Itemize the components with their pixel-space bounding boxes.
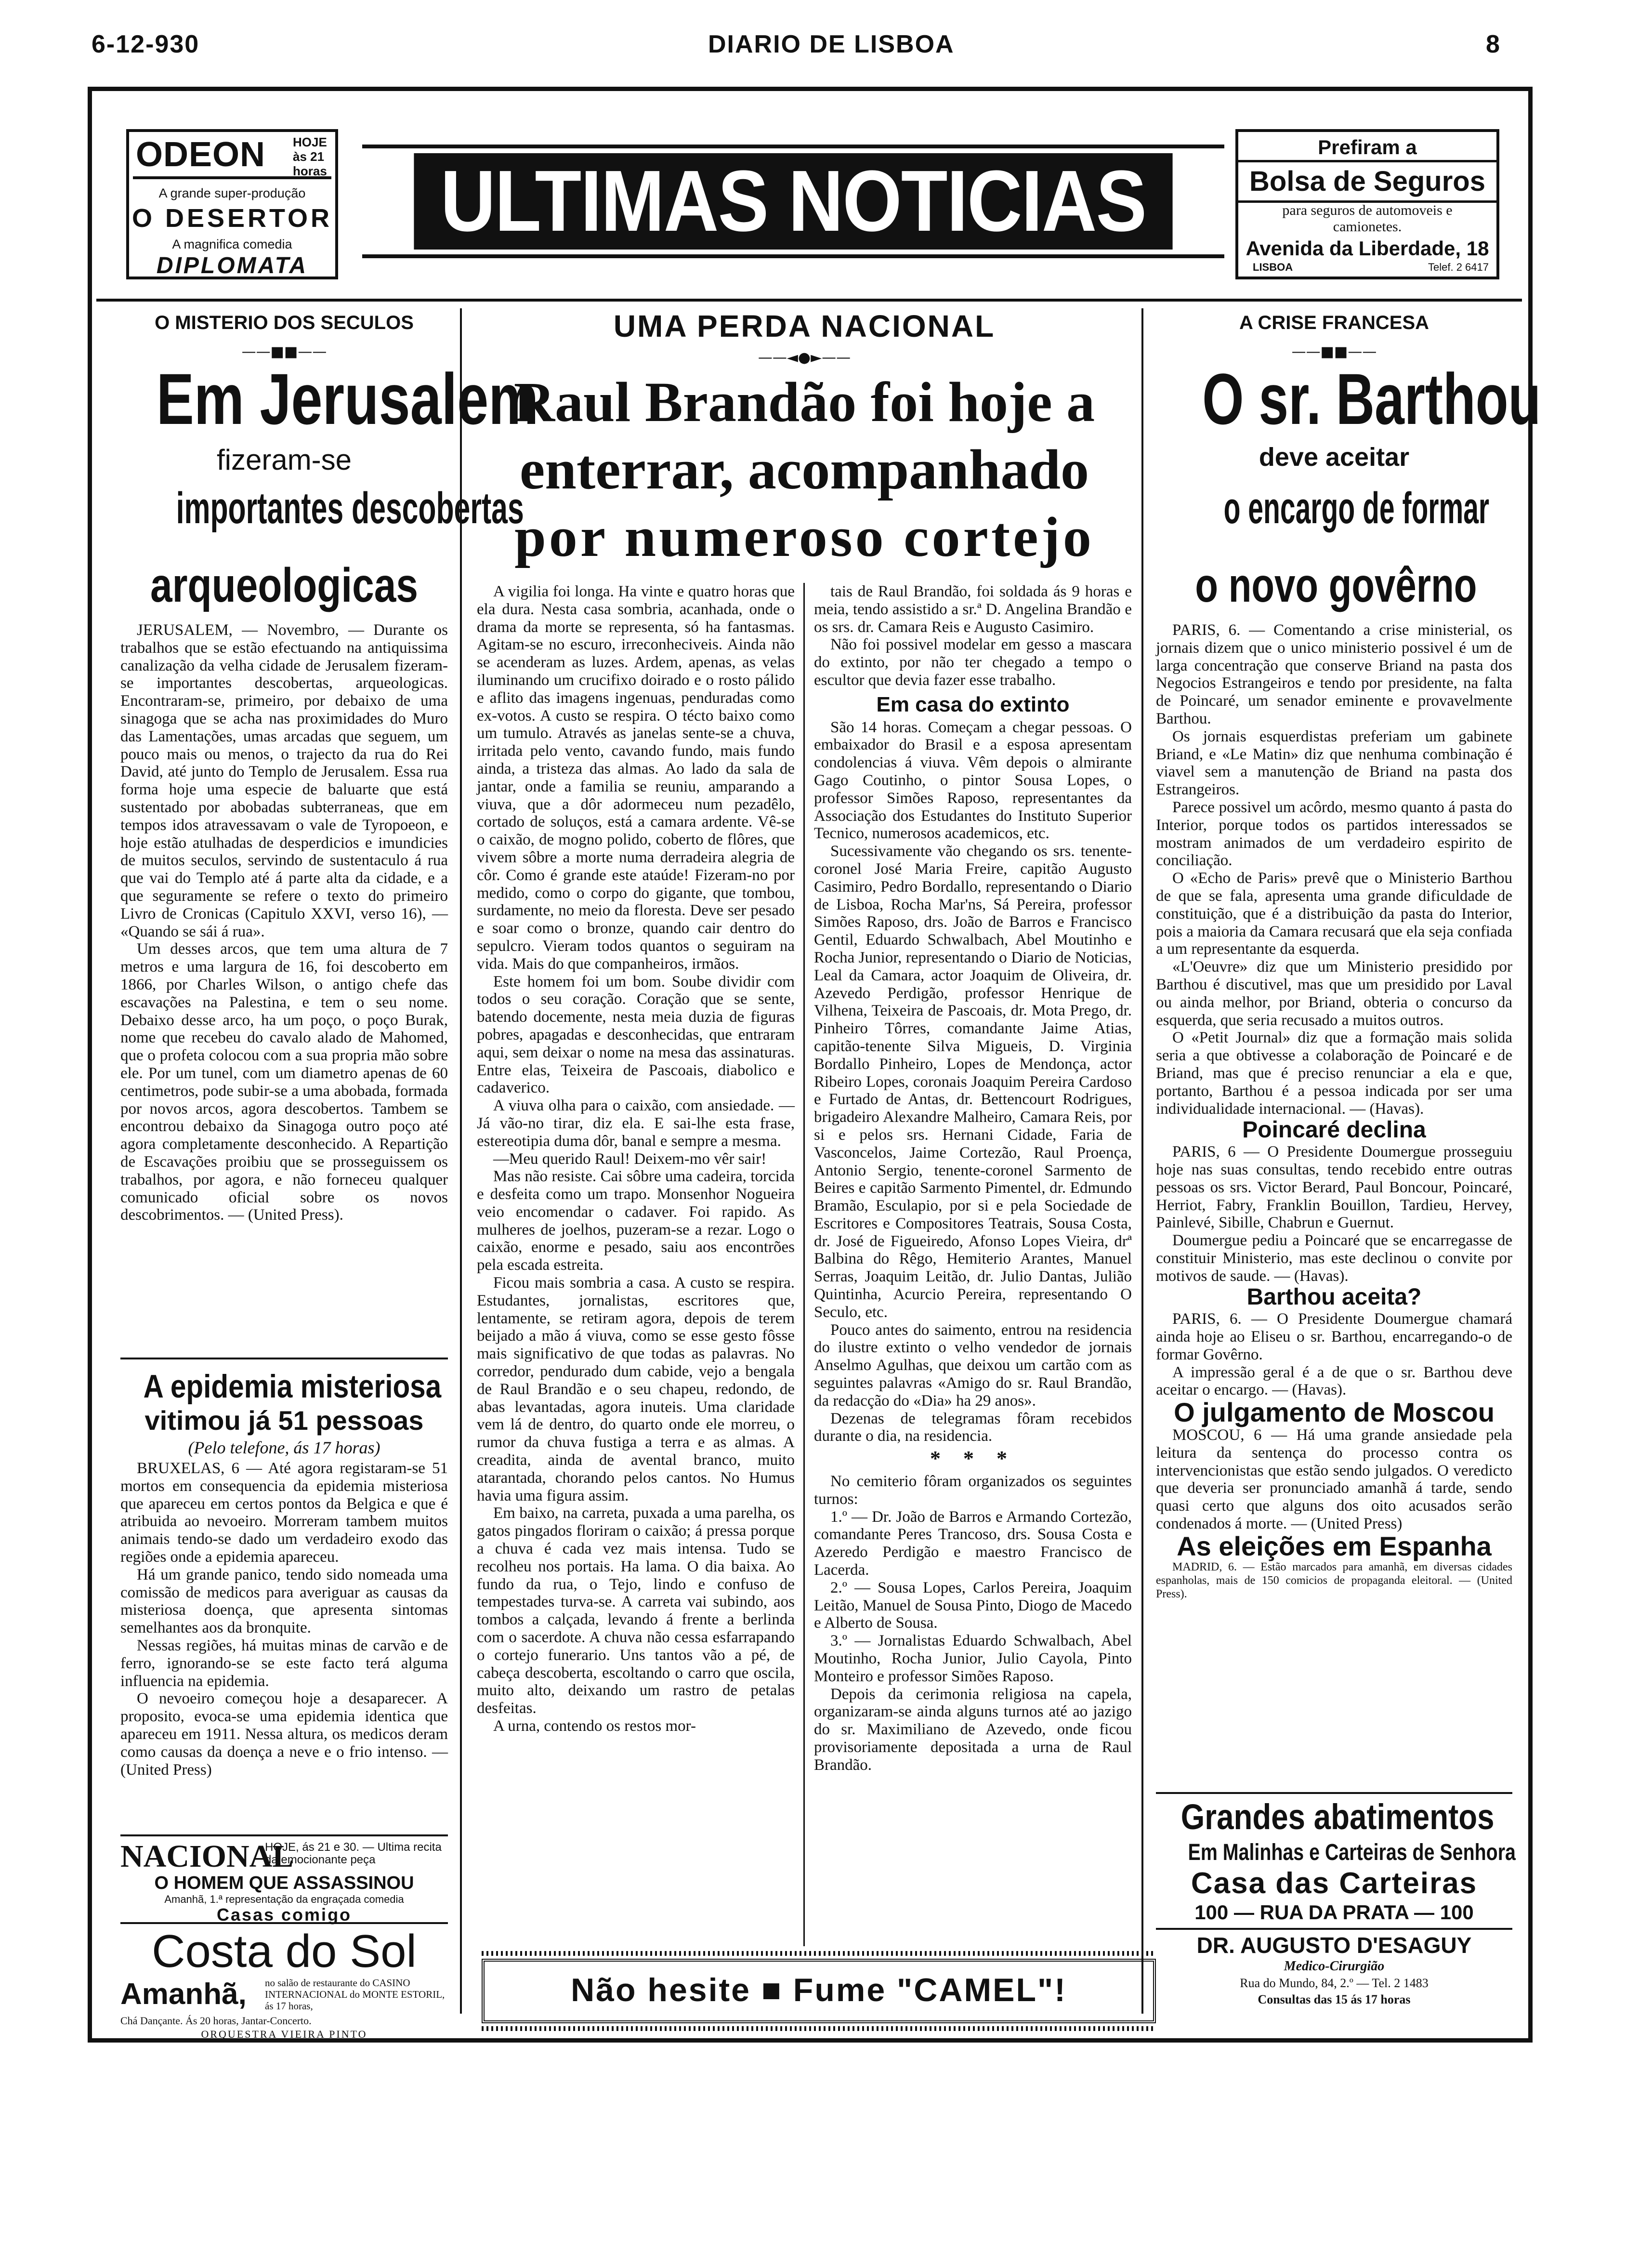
newspaper-name: DIARIO DE LISBOA xyxy=(708,30,955,58)
center-stars: * * * xyxy=(930,1447,1016,1471)
center-paragraph: Em baixo, na carreta, puxada a uma parelha, os gatos pingados floriram o caixão; á pressa porque a chuva é cada vez mais intensa. Tudo se recolheu nos portais. Ha lama. O dia baixa. Ao fundo da rua, o Tejo, lindo e confuso de tempestades turva-se. A carreta vai subindo, aos tombos a calçada, levando á frente a berlinda com o sacerdote. A chuva não cessa esfarrapando o cortejo funerario. Uns tantos vão a pé, de cabeça descoberta, escoltando o carro que oscila, muito alto, deixando um rastro de petalas desfeitas. xyxy=(477,1504,795,1717)
epidemic-paragraph: BRUXELAS, 6 — Até agora registaram-se 51 mortos em consequencia da epidemia misteriosa que apareceu em certos pontos da Belgica e que é atribuida ao nevoeiro. Morreram tambem muitos animais tendo-se dado um verdadeiro exodo das regiões onde a epidemia apareceu. xyxy=(120,1460,448,1566)
right-headline-1: O sr. Barthou xyxy=(1202,358,1541,439)
center-paragraph: Mas não resiste. Cai sôbre uma cadeira, torcida e desfeita como um trapo. Monsenhor Nogueira veio encomendar o cadaver. Foi rapido. As mulheres de joelhos, puzeram-se a rezar. Logo o caixão, enorme e pesado, saiu aos encontrões pela escada estreita. xyxy=(477,1168,795,1274)
bolsa-city: LISBOA xyxy=(1253,261,1293,273)
odeon-film2: DIPLOMATA xyxy=(156,253,308,278)
odeon-line2: A magnifica comedia xyxy=(172,237,292,251)
right-paragraph: MOSCOU, 6 — Há uma grande ansiedade pela leitura da sentença do processo contra os intervencionistas que estão sendo julgados. O veredicto que deveria ser pronunciado amanhã á tarde, sendo quasi certo que alguns dos oito acusados serão condenados á morte. — (United Press) xyxy=(1156,1426,1512,1533)
right-paragraph: O «Petit Journal» diz que a formação mais solida seria a que obtivesse a colaboração de Poincaré e de Briand, mas que é preciso renunciar a ela e que, portanto, Barthou é a pessoa indicada por ser uma individualidade internacional. — (Havas). xyxy=(1156,1029,1512,1118)
right-paragraph: A impressão geral é a de que o sr. Barthou deve aceitar o encargo. — (Havas). xyxy=(1156,1363,1512,1399)
center-paragraph: Este homem foi um bom. Soube dividir com todos o seu coração. Coração que se sente, batendo docemente, nesta meia duzia de figuras pobres, apagadas e desconhecidas, que entraram aqui, sem deixar o nome na mesa das assinaturas. Entre elas, Teixeira de Pascoais, diabolico e cadaverico. xyxy=(477,973,795,1097)
left-divider xyxy=(120,1358,448,1359)
doctor-ad-hours: Consultas das 15 ás 17 horas xyxy=(1258,1992,1411,2006)
nacional-text: HOJE, ás 21 e 30. — Ultima recita da emocionante peça xyxy=(265,1841,442,1866)
column-rule-2 xyxy=(1141,308,1143,2014)
page-number: 8 xyxy=(1486,30,1501,58)
right-paragraph: PARIS, 6 — O Presidente Doumergue prosseguiu hoje nas suas consultas, tendo recebido entre outras pessoas os srs. Victor Berard, Paul Boncour, Poincaré, Herriot, Fabry, Franklin Bouillon, Tardieu, Hervey, Painlevé, Sibille, Chabrun e Guernut. xyxy=(1156,1143,1512,1232)
odeon-name: ODEON xyxy=(136,135,266,174)
nacional-name: NACIONAL xyxy=(120,1839,294,1874)
odeon-film1: O DESERTOR xyxy=(131,204,333,233)
costa-ad xyxy=(120,1925,448,2040)
doctor-ad-title: Medico-Cirurgião xyxy=(1284,1959,1385,1974)
right-headline-3: o encargo de formar xyxy=(1223,484,1490,533)
center-paragraph: São 14 horas. Começam a chegar pessoas. O embaixador do Brasil e a esposa apresentam condolencias á viuva. Vêm depois o almirante Gago Coutinho, o pintor Sousa Lopes, o professor Simões Raposo, representantes da Associação dos Estudantes do Instituto Superior Tecnico, numerosos academicos, etc. xyxy=(814,718,1132,843)
right-ad-rule xyxy=(1156,1792,1512,1794)
bolsa-line2: Bolsa de Seguros xyxy=(1238,160,1496,203)
center-paragraph: Pouco antes do saimento, entrou na residencia do ilustre extinto o velho vendedor de jornais Anselmo Agulhas, que deixou um cartão com as seguintes palavras «Amigo do sr. Raul Brandão, da redacção do «Dia» ha 29 anos». xyxy=(814,1321,1132,1410)
center-paragraph: Ficou mais sombria a casa. A custo se respira. Estudantes, jornalistas, escritores que, lentamente, se retiram agora, depois de terem beijado a mão á viuva, como se esse gesto fôsse mais significativo de que todas as palavras. No corredor, pendurado dum cabide, vejo a bengala de Raul Brandão e o seu chapeu, redondo, de abas levantadas, agora inuteis. Uma claridade vem lá de dentro, do quarto onde ele morreu, o rumor da chuva fustiga a terra e as almas. A creadita, ainda de avental branco, muito atarantada, chorando pelos cantos. No Humus havia uma figura assim. xyxy=(477,1274,795,1504)
right-paragraph: Doumergue pediu a Poincaré que se encarregasse de constituir Ministerio, mas este declinou o convite por motivos de saude. — (Havas). xyxy=(1156,1232,1512,1285)
carteiras-ad-line: Em Malinhas e Carteiras de Senhora xyxy=(1188,1840,1516,1865)
costa-name: Costa do Sol xyxy=(152,1925,417,1977)
left-kicker: O MISTERIO DOS SECULOS xyxy=(155,312,414,333)
right-article-body xyxy=(1156,621,1512,1601)
center-paragraph: Sucessivamente vão chegando os srs. tenente-coronel José Maria Freire, capitão Augusto Casimiro, Pedro Bordallo, representando o Diario de Lisboa, Rocha Mar'ns, Sá Pereira, professor Simões Raposo, drs. João de Barros e Francisco Gentil, Eduardo Schwalbach, Abel Moutinho e Rocha Junior, representando o Diario de Noticias, Leal da Camara, actor Joaquim de Oliveira, dr. Azevedo Perdigão, professor Henrique de Vilhena, Teixeira de Pascoais, dr. Mota Prego, dr. Pinheiro Tôrres, comandante Jaime Atias, capitão-tenente Silva Migueis, D. Virginia Bordallo Pinheiro, Lopes de Mendonça, actor Ribeiro Lopes, coronais Joaquim Pereira Cardoso e Furtado de Antas, dr. Bettencourt Rodrigues, brigadeiro Alexandre Malheiro, Camara Reis, por si e pelos srs. Hernani Cidade, Faria de Vasconcelos, Jaime Cortezão, Raul Proença, Antonio Sergio, tenente-coronel Sarmento de Beires e capitão Sarmento Pimentel, dr. Edmundo Bramão, Esculapio, por si e pela Sociedade de Escritores e Compositores Teatrais, Sousa Costa, dr. José de Figueiredo, Afonso Lopes Vieira, drª Balbina do Rêgo, Hemiterio Arantes, Manuel Serras, Joaquim Leitão, dr. Julio Dantas, Julião Quintinha, Acurcio Pereira, representando O Seculo, etc. xyxy=(814,843,1132,1321)
center-paragraph: tais de Raul Brandão, foi soldada ás 9 horas e meia, tendo assistido a sr.ª D. Angelina Brandão e os srs. dr. Camara Reis e Augusto Casimiro. xyxy=(814,583,1132,636)
center-paragraph: 2.º — Sousa Lopes, Carlos Pereira, Joaquim Leitão, Manuel de Sousa Pinto, Diogo de Macedo e Alberto de Sousa. xyxy=(814,1579,1132,1632)
doctor-ad-rule xyxy=(1156,1928,1512,1930)
nacional-top-rule xyxy=(120,1834,448,1836)
nacional-ad xyxy=(120,1838,448,1925)
center-paragraph: A vigilia foi longa. Ha vinte e quatro horas que ela dura. Nesta casa sombria, acanhada, onde o drama da morte se representa, só ha fantasmas. Agitam-se no escuro, irreconheciveis. Ainda não se acenderam as luzes. Ardem, apenas, as velas iluminando um crucifixo doirado e o rosto pálido e aflito das imagens ingenuas, penduradas como ex-votos. A custo se respira. O técto baixo como um tumulo. Através as janelas sente-se a chuva, irritada pelo vento, cavando fundo, mais fundo ainda, a tristeza das almas. Ao lado da sala de jantar, onde a familia se reuniu, amparando a viuva, que a dôr adormeceu num pezadêlo, cortado de soluços, está a camara ardente. Vê-se o caixão, de mogno polido, coberto de flôres, que vivem sôbre a morte numa derradeira alegria de côr. Como é grande este ataúde! Fizeram-no por medido, como o corpo do gigante, que tombou, surdamente, no meio da floresta. Deve ser pesado e soar como o bronze, quando cair dentro do sepulcro. Vieram todos quantos o seguiram na vida. Mais do que companheiros, irmãos. xyxy=(477,583,795,973)
right-paragraph: PARIS, 6. — O Presidente Doumergue chamará ainda hoje ao Eliseu o sr. Barthou, encarregando-o de formar Govêrno. xyxy=(1156,1310,1512,1363)
bolsa-ad xyxy=(1235,129,1499,279)
nacional-line: Amanhã, 1.ª representação da engraçada comedia xyxy=(164,1893,404,1905)
costa-text3: ORQUESTRA VIEIRA PINTO xyxy=(201,2028,367,2040)
right-subheading: Poincaré declina xyxy=(1242,1117,1426,1143)
bolsa-line3: para seguros de automoveis e camionetes. xyxy=(1282,202,1453,235)
doctor-ad-address: Rua do Mundo, 84, 2.º — Tel. 2 1483 xyxy=(1240,1976,1429,1990)
odeon-ad xyxy=(126,129,338,279)
doctor-ad-name: DR. AUGUSTO D'ESAGUY xyxy=(1196,1933,1472,1958)
camel-dots-top xyxy=(482,1951,1156,1956)
right-headline-2: deve aceitar xyxy=(1259,443,1410,472)
epidemic-paragraph: O nevoeiro começou hoje a desaparecer. A proposito, evoca-se uma epidemia identica que apareceu em 1911. Nessa altura, os medicos deram como causas da doença a neve e o frio intenso. — (United Press) xyxy=(120,1690,448,1779)
epidemic-headline-2: vitimou já 51 pessoas xyxy=(144,1405,424,1436)
center-paragraph: A urna, contendo os restos mor- xyxy=(493,1717,696,1735)
right-paragraph: «L'Oeuvre» diz que um Ministerio presidido por Barthou é discutivel, mas que um presidido por Laval ou ainda melhor, por Briand, obteria o concurso da esquerda, que seria recusado a muitos outros. xyxy=(1156,958,1512,1029)
center-col1 xyxy=(477,583,795,1735)
bolsa-line1: Prefiram a xyxy=(1318,136,1417,158)
right-paragraph: Parece possivel um acôrdo, mesmo quanto á pasta do Interior, porque todos os partidos interessados se mostram animados de um verdadeiro espirito de conciliação. xyxy=(1156,798,1512,870)
epidemic-byline: (Pelo telefone, ás 17 horas) xyxy=(188,1438,380,1457)
center-col2 xyxy=(814,583,1132,1774)
right-subheading: Barthou aceita? xyxy=(1246,1284,1422,1310)
center-kicker: UMA PERDA NACIONAL xyxy=(613,309,996,343)
left-headline-2: fizeram-se xyxy=(216,444,352,476)
bolsa-phone: Telef. 2 6417 xyxy=(1428,261,1489,273)
camel-dots-bottom xyxy=(482,2026,1156,2031)
center-paragraph: Dezenas de telegramas fôram recebidos durante o dia, na residencia. xyxy=(814,1410,1132,1445)
masthead-divider xyxy=(96,299,1522,302)
bolsa-address: Avenida da Liberdade, 18 xyxy=(1246,237,1489,260)
right-paragraph: Os jornais esquerdistas preferiam um gabinete Briand, e «Le Matin» diz que nenhuma combinação é viavel sem a manutenção de Briand na pasta dos Estrangeiros. xyxy=(1156,727,1512,799)
center-paragraph: Depois da cerimonia religiosa na capela, organizaram-se ainda alguns turnos até ao jazigo do sr. Maximiliano de Azevedo, onde ficou provisoriamente depositada a urna de Raul Brandão. xyxy=(814,1685,1132,1774)
center-headline-1: Raul Brandão foi hoje a xyxy=(513,370,1095,434)
right-headline-4: o novo govêrno xyxy=(1195,558,1477,612)
epidemic-paragraph: Nessas regiões, há muitas minas de carvão e de ferro, ignorando-se se este facto terá alguma influencia na epidemia. xyxy=(120,1636,448,1690)
carteiras-ad-shop: Casa das Carteiras xyxy=(1191,1867,1478,1900)
odeon-line1: A grande super-produção xyxy=(158,186,306,200)
right-paragraph: PARIS, 6. — Comentando a crise ministerial, os jornais dizem que o unico ministerio possivel é um de larga concentração que conserve Briand na pasta dos Negocios Estrangeiros e tendo por presidente, na falta de Poincaré, um senador eminente e provavelmente Barthou. xyxy=(1156,621,1512,727)
right-subheading: O julgamento de Moscou xyxy=(1174,1397,1495,1428)
carteiras-ad-address: 100 — RUA DA PRATA — 100 xyxy=(1194,1901,1474,1924)
masthead-title: ULTIMAS NOTICIAS xyxy=(414,153,1172,250)
odeon-time: HOJE às 21 horas xyxy=(293,135,327,178)
costa-text2: Chá Dançante. Ás 20 horas, Jantar-Concerto. xyxy=(120,2015,312,2027)
column-rule-1 xyxy=(460,308,462,2014)
center-paragraph: —Meu querido Raul! Deixem-mo vêr sair! xyxy=(493,1150,767,1168)
left-headline-3: importantes descobertas xyxy=(176,484,524,533)
nacional-play: O HOMEM QUE ASSASSINOU xyxy=(154,1873,414,1893)
left-headline-1: Em Jerusalem xyxy=(156,358,539,439)
epidemic-headline-1: A epidemia misteriosa xyxy=(143,1368,442,1405)
center-paragraph: No cemiterio fôram organizados os seguintes turnos: xyxy=(814,1473,1132,1508)
costa-top-rule xyxy=(120,1922,448,1924)
right-paragraph: O «Echo de Paris» prevê que o Ministerio Barthou de que se fala, apresenta uma grande dificuldade de constituição, que é a distribuição da pasta do Interior, pois a maioria da Camara recusará que ela seja confiada a um representante da esquerda. xyxy=(1156,870,1512,958)
left-paragraph: JERUSALEM, — Novembro, — Durante os trabalhos que se estão efectuando na antiquissima canalização da velha cidade de Jerusalem fizeram-se importantes descobertas, arqueologicas. Encontraram-se, primeiro, por debaixo de uma sinagoga que se acha nas proximidades do Muro das Lamentações, umas arcadas que seguem, um pouco mais ou menos, o trajecto da rua do Rei David, até junto do Templo de Jerusalem. Essa rua forma hoje uma especie de baluarte que está sustentado por abobadas subterraneas, que em tempos idos atravessavam o vale de Tyropoeon, e hoje estão atulhadas de desperdicios e imundicies de muitos seculos, servindo de sustentaculo á rua que vai do Templo até á parte alta da cidade, e a que seguramente se refere o texto do primeiro Livro de Cronicas (Capitulo XXVI, verso 16), — «Quando se sái á rua». xyxy=(120,621,448,940)
epidemic-paragraph: Há um grande panico, tendo sido nomeada uma comissão de medicos para averiguar as causas da misteriosa doença, que apresenta sintomas semelhantes aos da bronquite. xyxy=(120,1566,448,1637)
masthead-rule-bottom xyxy=(362,254,1224,258)
center-paragraph: A viuva olha para o caixão, com ansiedade. — Já vão-no tirar, diz ela. E sai-lhe esta frase, estereotipia duma dôr, banal e sempre a mesma. xyxy=(477,1097,795,1150)
left-paragraph: Um desses arcos, que tem uma altura de 7 metros e uma largura de 16, foi descoberto em 1866, por Charles Wilson, o antigo chefe das escavações na Palestina, e tem o seu nome. Debaixo desse arco, ha um poço, o poço Burak, nome que recebeu do cavalo alado de Mahomed, que o profeta colocou com a sua propria mão sobre ele. Por um tunel, com um diametro apenas de 60 centimetros, pode subir-se a uma abobada, formada por novos arcos, agora descobertos. Tambem se encontrou debaixo da Sinagoga outro poço até agora completamente desconhecido. A Repartição de Escavações proibiu que se prosseguissem os trabalhos, por agora, e não forneceu qualquer comunicado oficial sobre os novos descobrimentos. — (United Press). xyxy=(120,940,448,1224)
costa-text1: no salão de restaurante do CASINO INTERNACIONAL do MONTE ESTORIL, ás 17 horas, xyxy=(265,1977,445,2012)
left-ornament: ——■■—— xyxy=(241,343,327,360)
center-inner-rule xyxy=(803,583,805,1946)
epidemic-body xyxy=(120,1460,448,1779)
center-paragraph: 1.º — Dr. João de Barros e Armando Cortezão, comandante Peres Trancoso, drs. Sousa Costa e Azeredo Perdigão e maestro Francisco de Lacerda. xyxy=(814,1508,1132,1579)
center-paragraph: 3.º — Jornalistas Eduardo Schwalbach, Abel Moutinho, Rocha Junior, Julio Cayola, Pinto Monteiro e professor Simões Raposo. xyxy=(814,1632,1132,1685)
right-kicker: A CRISE FRANCESA xyxy=(1239,312,1429,333)
nacional-show: Casas comigo xyxy=(216,1905,352,1925)
left-headline-4: arqueologicas xyxy=(150,558,418,612)
page-date: 6-12-930 xyxy=(92,30,200,58)
costa-amanha: Amanhã, xyxy=(120,1978,247,2011)
center-subheading: Em casa do extinto xyxy=(876,692,1070,716)
left-article-body xyxy=(120,621,448,1224)
odeon-rule xyxy=(133,176,331,179)
center-paragraph: Não foi possivel modelar em gesso a mascara do extinto, por não ter chegado a tempo o escultor que devia fazer esse trabalho. xyxy=(814,636,1132,689)
carteiras-ad-title: Grandes abatimentos xyxy=(1180,1797,1495,1837)
center-headline-3: por numeroso cortejo xyxy=(514,505,1094,568)
right-paragraph: MADRID, 6. — Estão marcados para amanhã, em diversas cidades espanholas, mais de 150 comicios de propaganda eleitoral. — (United Press). xyxy=(1156,1560,1512,1600)
center-headline-2: enterrar, acompanhado xyxy=(519,438,1089,501)
right-ornament: ——■■—— xyxy=(1291,343,1377,360)
center-ornament: ——◄●►—— xyxy=(758,349,851,366)
masthead-rule-top xyxy=(362,145,1224,148)
camel-ad: Não hesite ■ Fume "CAMEL"! xyxy=(482,1959,1156,2023)
right-subheading: As eleições em Espanha xyxy=(1177,1530,1492,1561)
